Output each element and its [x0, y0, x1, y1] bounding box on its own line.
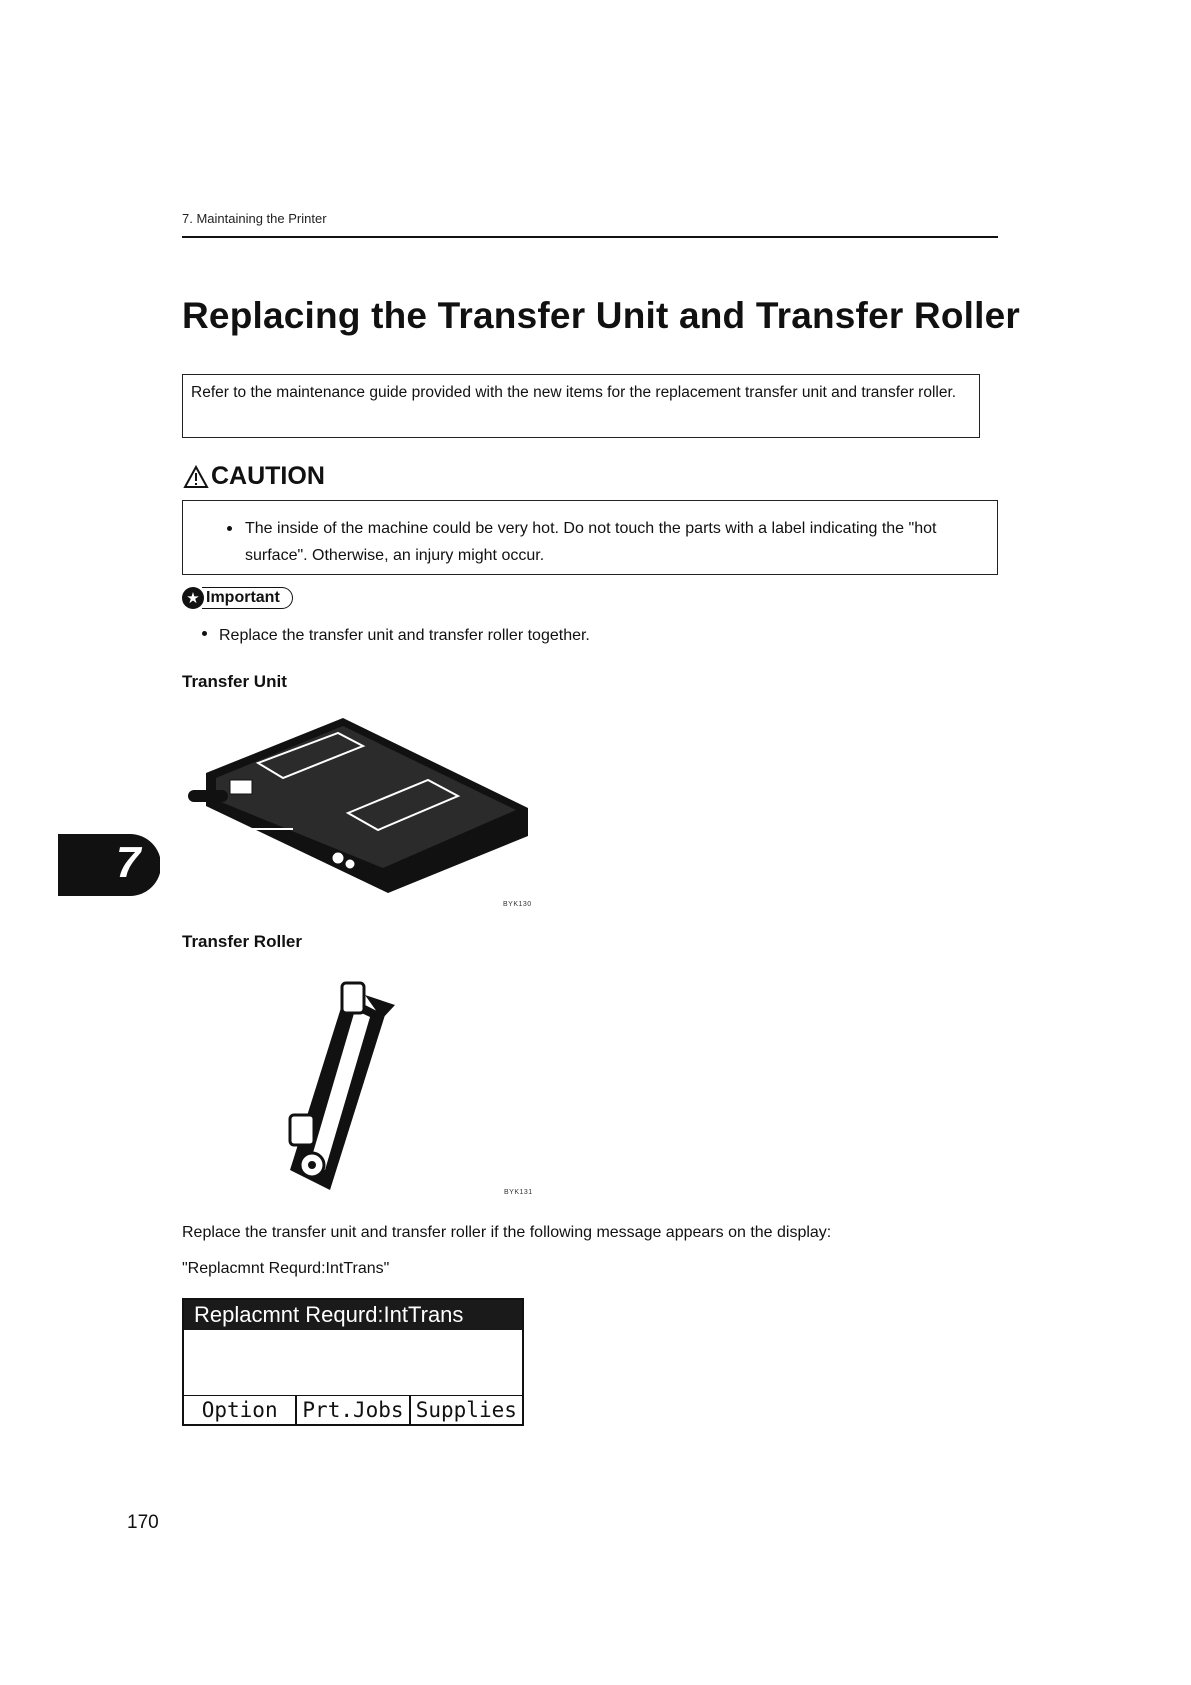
option-softkey[interactable]: Option: [184, 1396, 297, 1424]
star-icon: ★: [182, 587, 204, 609]
bullet-icon: [227, 526, 232, 531]
figure-code-byk130: BYK130: [503, 901, 532, 908]
important-badge: [182, 587, 293, 609]
page-number: 170: [127, 1512, 159, 1533]
transfer-unit-illustration: [188, 718, 533, 898]
running-header: 7. Maintaining the Printer: [182, 211, 327, 226]
caution-text: The inside of the machine could be very hot. Do not touch the parts with a label indicating the "hot surface". Otherwise, an injury might occur.: [245, 520, 937, 564]
body-paragraph: Replace the transfer unit and transfer roller if the following message appears on the display:: [182, 1224, 832, 1241]
important-text: Replace the transfer unit and transfer roller together.: [219, 627, 590, 644]
warning-triangle-icon: [183, 465, 209, 489]
prt-jobs-softkey[interactable]: Prt.Jobs: [297, 1396, 410, 1424]
header-rule: [182, 236, 998, 238]
lcd-display: [182, 1298, 524, 1426]
caution-heading: [183, 462, 325, 491]
chapter-number: 7: [116, 838, 141, 887]
note-text: Refer to the maintenance guide provided with the new items for the replacement transfer unit and transfer roller.: [191, 384, 957, 401]
transfer-roller-illustration: [270, 975, 410, 1195]
quoted-message: "Replacmnt Requrd:IntTrans": [182, 1260, 390, 1277]
chapter-tab-shape: [58, 834, 160, 896]
important-label: Important: [202, 587, 293, 609]
note-box: [182, 374, 980, 438]
lcd-softkeys: [184, 1395, 522, 1424]
chapter-tab: [58, 834, 160, 896]
caution-list-item: [245, 515, 979, 569]
figure-caption-transfer-roller: Transfer Roller: [182, 932, 302, 951]
page-title: Replacing the Transfer Unit and Transfer Roller: [182, 295, 1020, 336]
caution-box: [182, 500, 998, 575]
lcd-message: Replacmnt Requrd:IntTrans: [184, 1300, 522, 1330]
supplies-softkey[interactable]: Supplies: [415, 1398, 517, 1422]
figure-caption-transfer-unit: Transfer Unit: [182, 672, 287, 691]
bullet-icon: [202, 631, 207, 636]
caution-label: CAUTION: [211, 462, 325, 490]
important-list-item: [202, 627, 590, 645]
figure-code-byk131: BYK131: [504, 1189, 533, 1196]
